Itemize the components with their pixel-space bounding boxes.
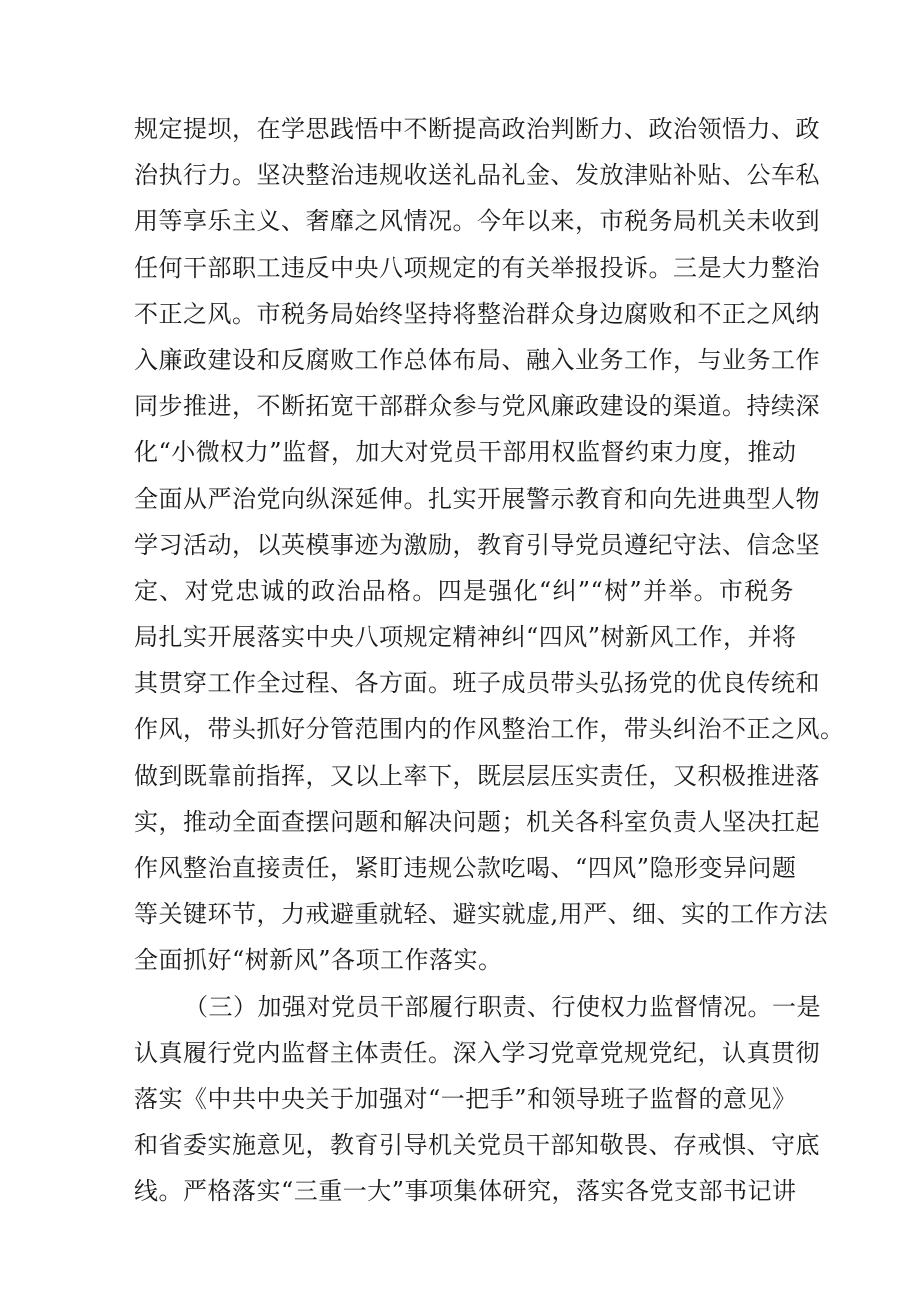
text-line: 规定提坝，在学思践悟中不断提高政治判断力、政治领悟力、政	[134, 115, 820, 143]
text-line: 作风，带头抓好分管范围内的作风整治工作，带头纠治不正之风。	[134, 715, 845, 744]
text-line: 局扎实开展落实中央八项规定精神纠“四风”树新风工作，并将	[134, 623, 797, 652]
text-line: 用等享乐主义、奢靡之风情况。今年以来，市税务局机关未收到	[134, 207, 820, 236]
text-line: 化“小微权力”监督，加大对党员干部用权监督约束力度，推动	[134, 438, 797, 467]
text-line: 认真履行党内监督主体责任。深入学习党章党规党纪，认真贯彻	[134, 1038, 820, 1067]
text-line: 任何干部职工违反中央八项规定的有关举报投诉。三是大力整治	[134, 253, 820, 282]
text-line: 作风整治直接责任，紧盯违规公款吃喝、“四风”隐形变异问题	[134, 854, 797, 882]
text-line: 治执行力。坚决整治违规收送礼品礼金、发放津贴补贴、公车私	[134, 161, 820, 190]
text-line: 定、对党忠诚的政治品格。四是强化“纠”“树”并举。市税务	[134, 576, 794, 605]
section-heading-line: （三）加强对党员干部履行职责、行使权力监督情况。一是	[184, 992, 821, 1021]
text-line: 不正之风。市税务局始终坚持将整治群众身边腐败和不正之风纳	[134, 299, 820, 328]
text-line: 实，推动全面查摆问题和解决问题；机关各科室负责人坚决扛起	[134, 807, 820, 836]
text-line: 学习活动，以英模事迹为激励，教育引导党员遵纪守法、信念坚	[134, 530, 820, 559]
text-line: 全面从严治党向纵深延伸。扎实开展警示教育和向先进典型人物	[134, 484, 820, 513]
text-line: 线。严格落实“三重一大”事项集体研究，落实各党支部书记讲	[134, 1177, 797, 1206]
text-line: 等关键环节，力戒避重就轻、避实就虚,用严、细、实的工作方法	[134, 900, 829, 929]
text-line: 做到既靠前指挥，又以上率下，既层层压实责任，又积极推进落	[134, 761, 820, 790]
text-line: 其贯穿工作全过程、各方面。班子成员带头弘扬党的优良传统和	[134, 669, 820, 698]
text-line: 全面抓好“树新风”各项工作落实。	[134, 946, 503, 975]
text-line: 落实《中共中央关于加强对“一把手”和领导班子监督的意见》	[134, 1084, 797, 1113]
text-line: 和省委实施意见，教育引导机关党员干部知敬畏、存戒惧、守底	[134, 1131, 820, 1160]
text-line: 同步推进，不断拓宽干部群众参与党风廉政建设的渠道。持续深	[134, 392, 820, 421]
body-text	[134, 106, 845, 1215]
text-line: 入廉政建设和反腐败工作总体布局、融入业务工作，与业务工作	[134, 345, 820, 374]
